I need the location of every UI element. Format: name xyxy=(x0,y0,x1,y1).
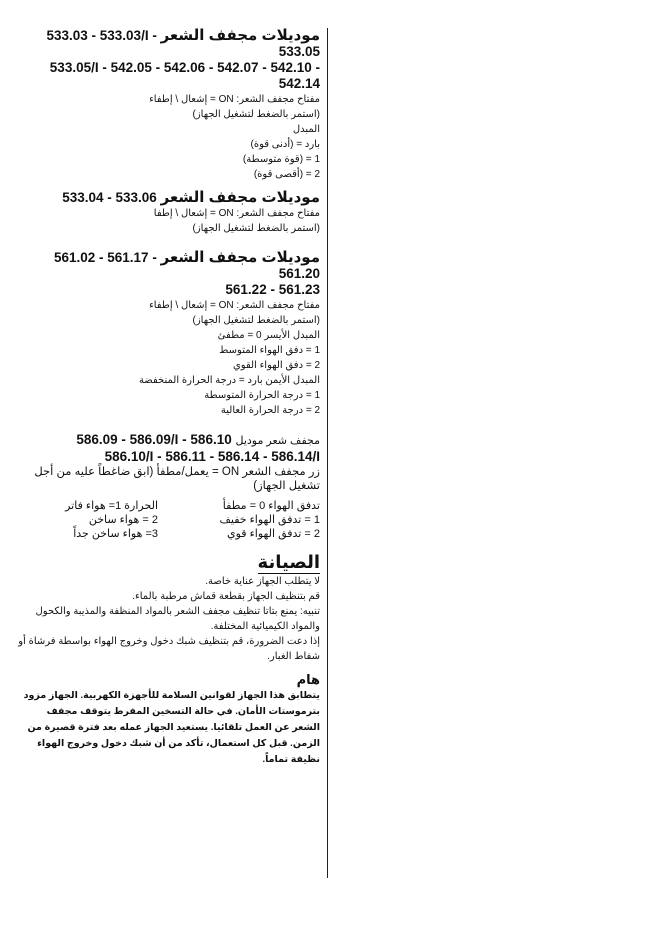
section4-heading-prefix: مجفف شعر موديل xyxy=(235,435,320,447)
section3-line-2: المبدل الأيسر 0 = مطفئ xyxy=(217,330,320,341)
maintenance-line-0: لا يتطلب الجهاز عناية خاصة. xyxy=(205,576,320,587)
important-text: يتطابق هذا الجهاز لقوانين السلامة للأجهزة الكهربية. الجهاز مزود بترموستات الأمان. في حالة التسخين المفرط يتوقف مجفف الشعر عن العمل تلقائيا. يستعيد الجهاز عمله بعد فترة قصيرة من الزمن. قبل كل استعمال، تأكد من أن شبك دخول وخروج الهواء نظيفة تماماً. xyxy=(23,690,320,765)
section3-line-7: 2 = درجة الحرارة العالية xyxy=(220,405,320,416)
section3-line-3: 1 = دفق الهواء المتوسط xyxy=(219,345,320,356)
section1-line-3: بارد = (أدنى قوة) xyxy=(250,139,320,150)
section3-line-5: المبدل الأيمن بارد = درجة الحرارة المنخفضة xyxy=(138,375,320,386)
section1-line-4: 1 = (قوة متوسطة) xyxy=(242,154,320,165)
section1-line-2: المبدل xyxy=(292,124,320,135)
section2-heading xyxy=(18,190,320,206)
maintenance-line-3: إذا دعت الضرورة، قم بتنظيف شبك دخول وخروج الهواء بواسطة فرشاة أو شفاط الغبار. xyxy=(18,636,320,662)
column-divider xyxy=(327,28,328,878)
maintenance-title: الصيانة xyxy=(257,552,320,572)
section3-heading xyxy=(18,250,320,282)
maintenance-line-2: تنبيه: يمنع بتاتا تنظيف مجفف الشعر بالمواد المنظفة والمذيبة والكحول والمواد الكيميائية المختلفة. xyxy=(35,606,320,632)
heat-line-2: 3= هواء ساخن جداً xyxy=(73,528,158,540)
section3-line-0: مفتاح مجفف الشعر: ON = إشعال \ إطفاء xyxy=(149,300,320,311)
airflow-line-1: 1 = تدفق الهواء خفيف xyxy=(219,514,320,526)
airflow-line-0: تدفق الهواء 0 = مطفأ xyxy=(222,500,320,512)
section1-line-1: (استمر بالضغط لتشغيل الجهاز) xyxy=(192,109,320,120)
section2-line-1: (استمر بالضغط لتشغيل الجهاز) xyxy=(192,223,320,234)
section1-models-line2: 533.05/I - 542.05 - 542.06 - 542.07 - 542.10 - 542.14 xyxy=(49,60,320,91)
heat-line-0: الحرارة 1= هواء فاتر xyxy=(65,500,158,512)
maintenance-line-1: قم بتنظيف الجهاز بقطعة قماش مرطبة بالماء. xyxy=(132,591,320,602)
section3-heading-prefix: موديلات مجفف الشعر xyxy=(160,249,320,266)
heat-list xyxy=(18,499,158,541)
airflow-list xyxy=(170,499,320,541)
section4-heading-models: 586.09 - 586.09/I - 586.10 xyxy=(76,432,232,447)
section2-heading-models: 533.04 - 533.06 xyxy=(62,190,157,205)
section4-heading xyxy=(18,432,320,449)
section2-line-0: مفتاح مجفف الشعر: ON = إشعال \ إطفا xyxy=(153,208,320,219)
section3-line-1: (استمر بالضغط لتشغيل الجهاز) xyxy=(192,315,320,326)
section3-line-4: 2 = دفق الهواء القوي xyxy=(232,360,320,371)
important-title: هام xyxy=(296,672,320,687)
section2-heading-prefix: موديلات مجفف الشعر xyxy=(160,189,320,206)
section3-heading-models: 561.02 - 561.17 - 561.20 xyxy=(53,250,320,281)
manual-column xyxy=(18,28,320,768)
section1-line-0: مفتاح مجفف الشعر: ON = إشعال \ إطفاء xyxy=(149,94,320,105)
section1-heading-prefix: موديلات مجفف الشعر xyxy=(160,27,320,44)
section3-models-line2: 561.22 - 561.23 xyxy=(225,282,320,297)
section4-switch-line: زر مجفف الشعر ON = يعمل/مطفأ (ابق ضاغطاً عليه من أجل تشغيل الجهاز) xyxy=(34,466,320,492)
section1-line-5: 2 = (أقصى قوة) xyxy=(253,169,320,180)
heat-line-1: 2 = هواء ساخن xyxy=(88,514,158,526)
section1-heading-models: 533.03 - 533.03/I - 533.05 xyxy=(46,28,320,59)
section3-line-6: 1 = درجة الحرارة المتوسطة xyxy=(204,390,320,401)
section4-models-line2: 586.10/I - 586.11 - 586.14 - 586.14/I xyxy=(104,449,320,464)
section1-heading xyxy=(18,28,320,60)
section4-settings xyxy=(18,499,320,541)
airflow-line-2: 2 = تدفق الهواء قوي xyxy=(227,528,320,540)
